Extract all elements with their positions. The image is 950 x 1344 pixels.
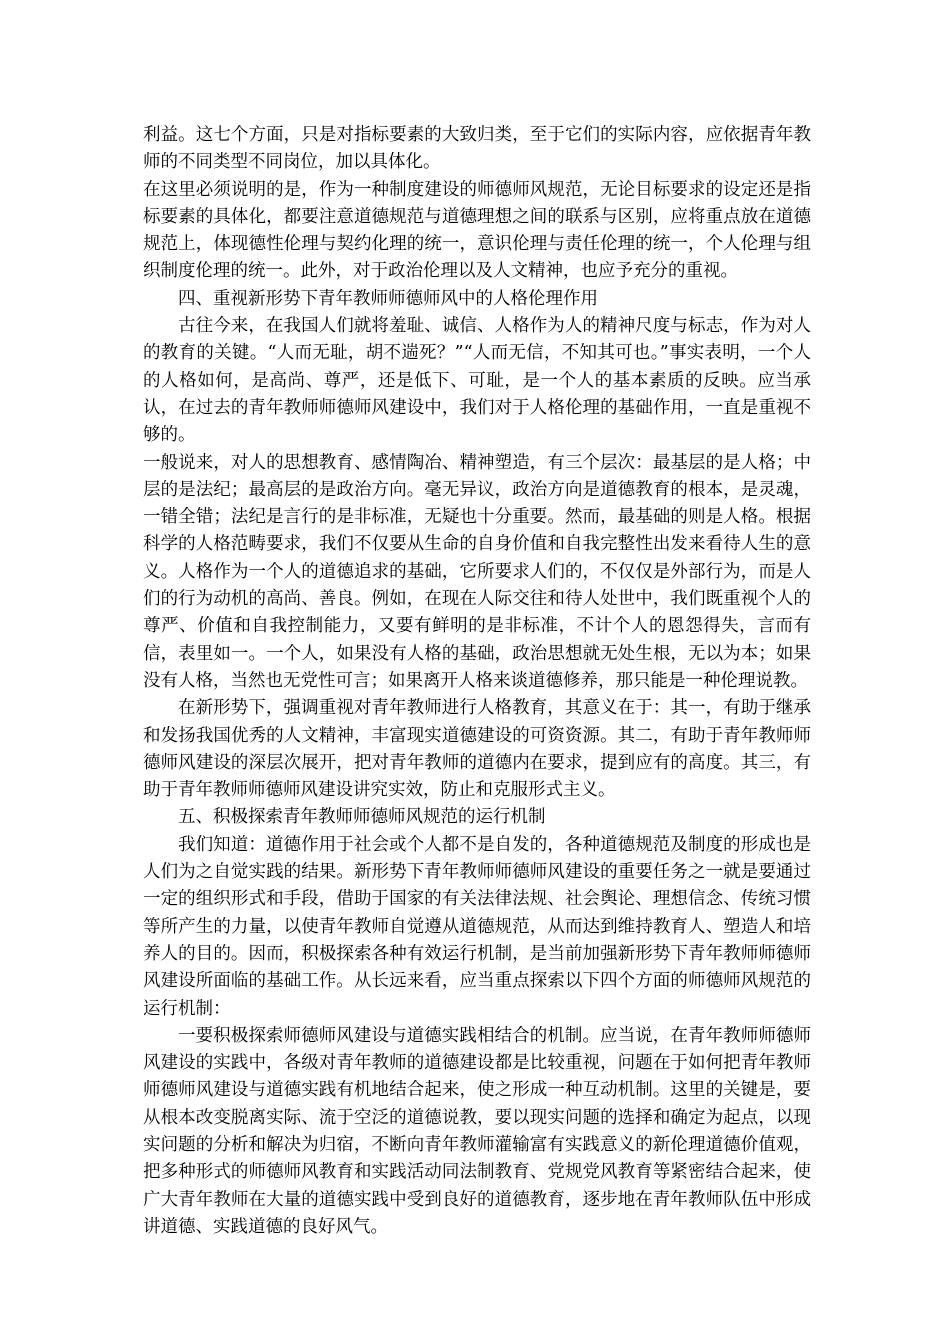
section-heading-4: 四、重视新形势下青年教师师德师风中的人格伦理作用 xyxy=(178,288,598,309)
paragraph-3: 古往今来，在我国人们就将羞耻、诚信、人格作为人的精神尺度与标志，作为对人的教育的关键。“人而无耻，胡不遄死？”“人而无信，不知其可也。”事实表明，一个人的人格如何，是高尚、尊严，还是低下、可耻，是一个人的基本素质的反映。应当承认，在过去的青年教师师德师风建设中，我们对于人格伦理的基础作用，一直是重视不够的。 xyxy=(143,316,811,446)
paragraph-6: 我们知道：道德作用于社会或个人都不是自发的，各种道德规范及制度的形成也是人们为之自觉实践的结果。新形势下青年教师师德师风建设的重要任务之一就是要通过一定的组织形式和手段，借助于国家的有关法律法规、社会舆论、理想信念、传统习惯等所产生的力量，以使青年教师自觉遵从道德规范，从而达到维持教育人、塑造人和培养人的目的。因而，积极探索各种有效运行机制，是当前加强新形势下青年教师师德师风建设所面临的基础工作。从长远来看，应当重点探索以下四个方面的师德师风规范的运行机制： xyxy=(143,834,811,1019)
paragraph-2: 在这里必须说明的是，作为一种制度建设的师德师风规范，无论目标要求的设定还是指标要素的具体化，都要注意道德规范与道德理想之间的联系与区别，应将重点放在道德规范上，体现德性伦理与契约化理的统一，意识伦理与责任伦理的统一，个人伦理与组织制度伦理的统一。此外，对于政治伦理以及人文精神，也应予充分的重视。 xyxy=(143,179,811,282)
section-heading-5: 五、积极探索青年教师师德师风规范的运行机制 xyxy=(178,807,546,828)
paragraph-1: 利益。这七个方面，只是对指标要素的大致归类，至于它们的实际内容，应依据青年教师的不同类型不同岗位，加以具体化。 xyxy=(143,125,811,173)
document-body xyxy=(143,122,811,1241)
paragraph-5: 在新形势下，强调重视对青年教师进行人格教育，其意义在于：其一，有助于继承和发扬我国优秀的人文精神，丰富现实道德建设的可资资源。其二，有助于青年教师师德师风建设的深层次展开，把对青年教师的道德内在要求，提到应有的高度。其三，有助于青年教师师德师风建设讲究实效，防止和克服形式主义。 xyxy=(143,698,811,801)
paragraph-4: 一般说来，对人的思想教育、感情陶冶、精神塑造，有三个层次：最基层的是人格；中层的是法纪；最高层的是政治方向。毫无异议，政治方向是道德教育的根本，是灵魂，一错全错；法纪是言行的是非标准，无疑也十分重要。然而，最基础的则是人格。根据科学的人格范畴要求，我们不仅要从生命的自身价值和自我完整性出发来看待人生的意义。人格作为一个人的道德追求的基础，它所要求人们的，不仅仅是外部行为，而是人们的行为动机的高尚、善良。例如，在现在人际交往和待人处世中，我们既重视个人的尊严、价值和自我控制能力，又要有鲜明的是非标准，不计个人的恩怨得失，言而有信，表里如一。一个人，如果没有人格的基础，政治思想就无处生根，无以为本；如果没有人格，当然也无党性可言；如果离开人格来谈道德修养，那只能是一种伦理说教。 xyxy=(143,452,811,691)
paragraph-7: 一要积极探索师德师风建设与道德实践相结合的机制。应当说，在青年教师师德师风建设的实践中，各级对青年教师的道德建设都是比较重视，问题在于如何把青年教师师德师风建设与道德实践有机地结合起来，使之形成一种互动机制。这里的关键是，要从根本改变脱离实际、流于空泛的道德说教，要以现实问题的选择和确定为起点，以现实问题的分析和解决为归宿，不断向青年教师灌输富有实践意义的新伦理道德价值观，把多种形式的师德师风教育和实践活动同法制教育、党规党风教育等紧密结合起来，使广大青年教师在大量的道德实践中受到良好的道德教育，逐步地在青年教师队伍中形成讲道德、实践道德的良好风气。 xyxy=(143,1025,811,1237)
